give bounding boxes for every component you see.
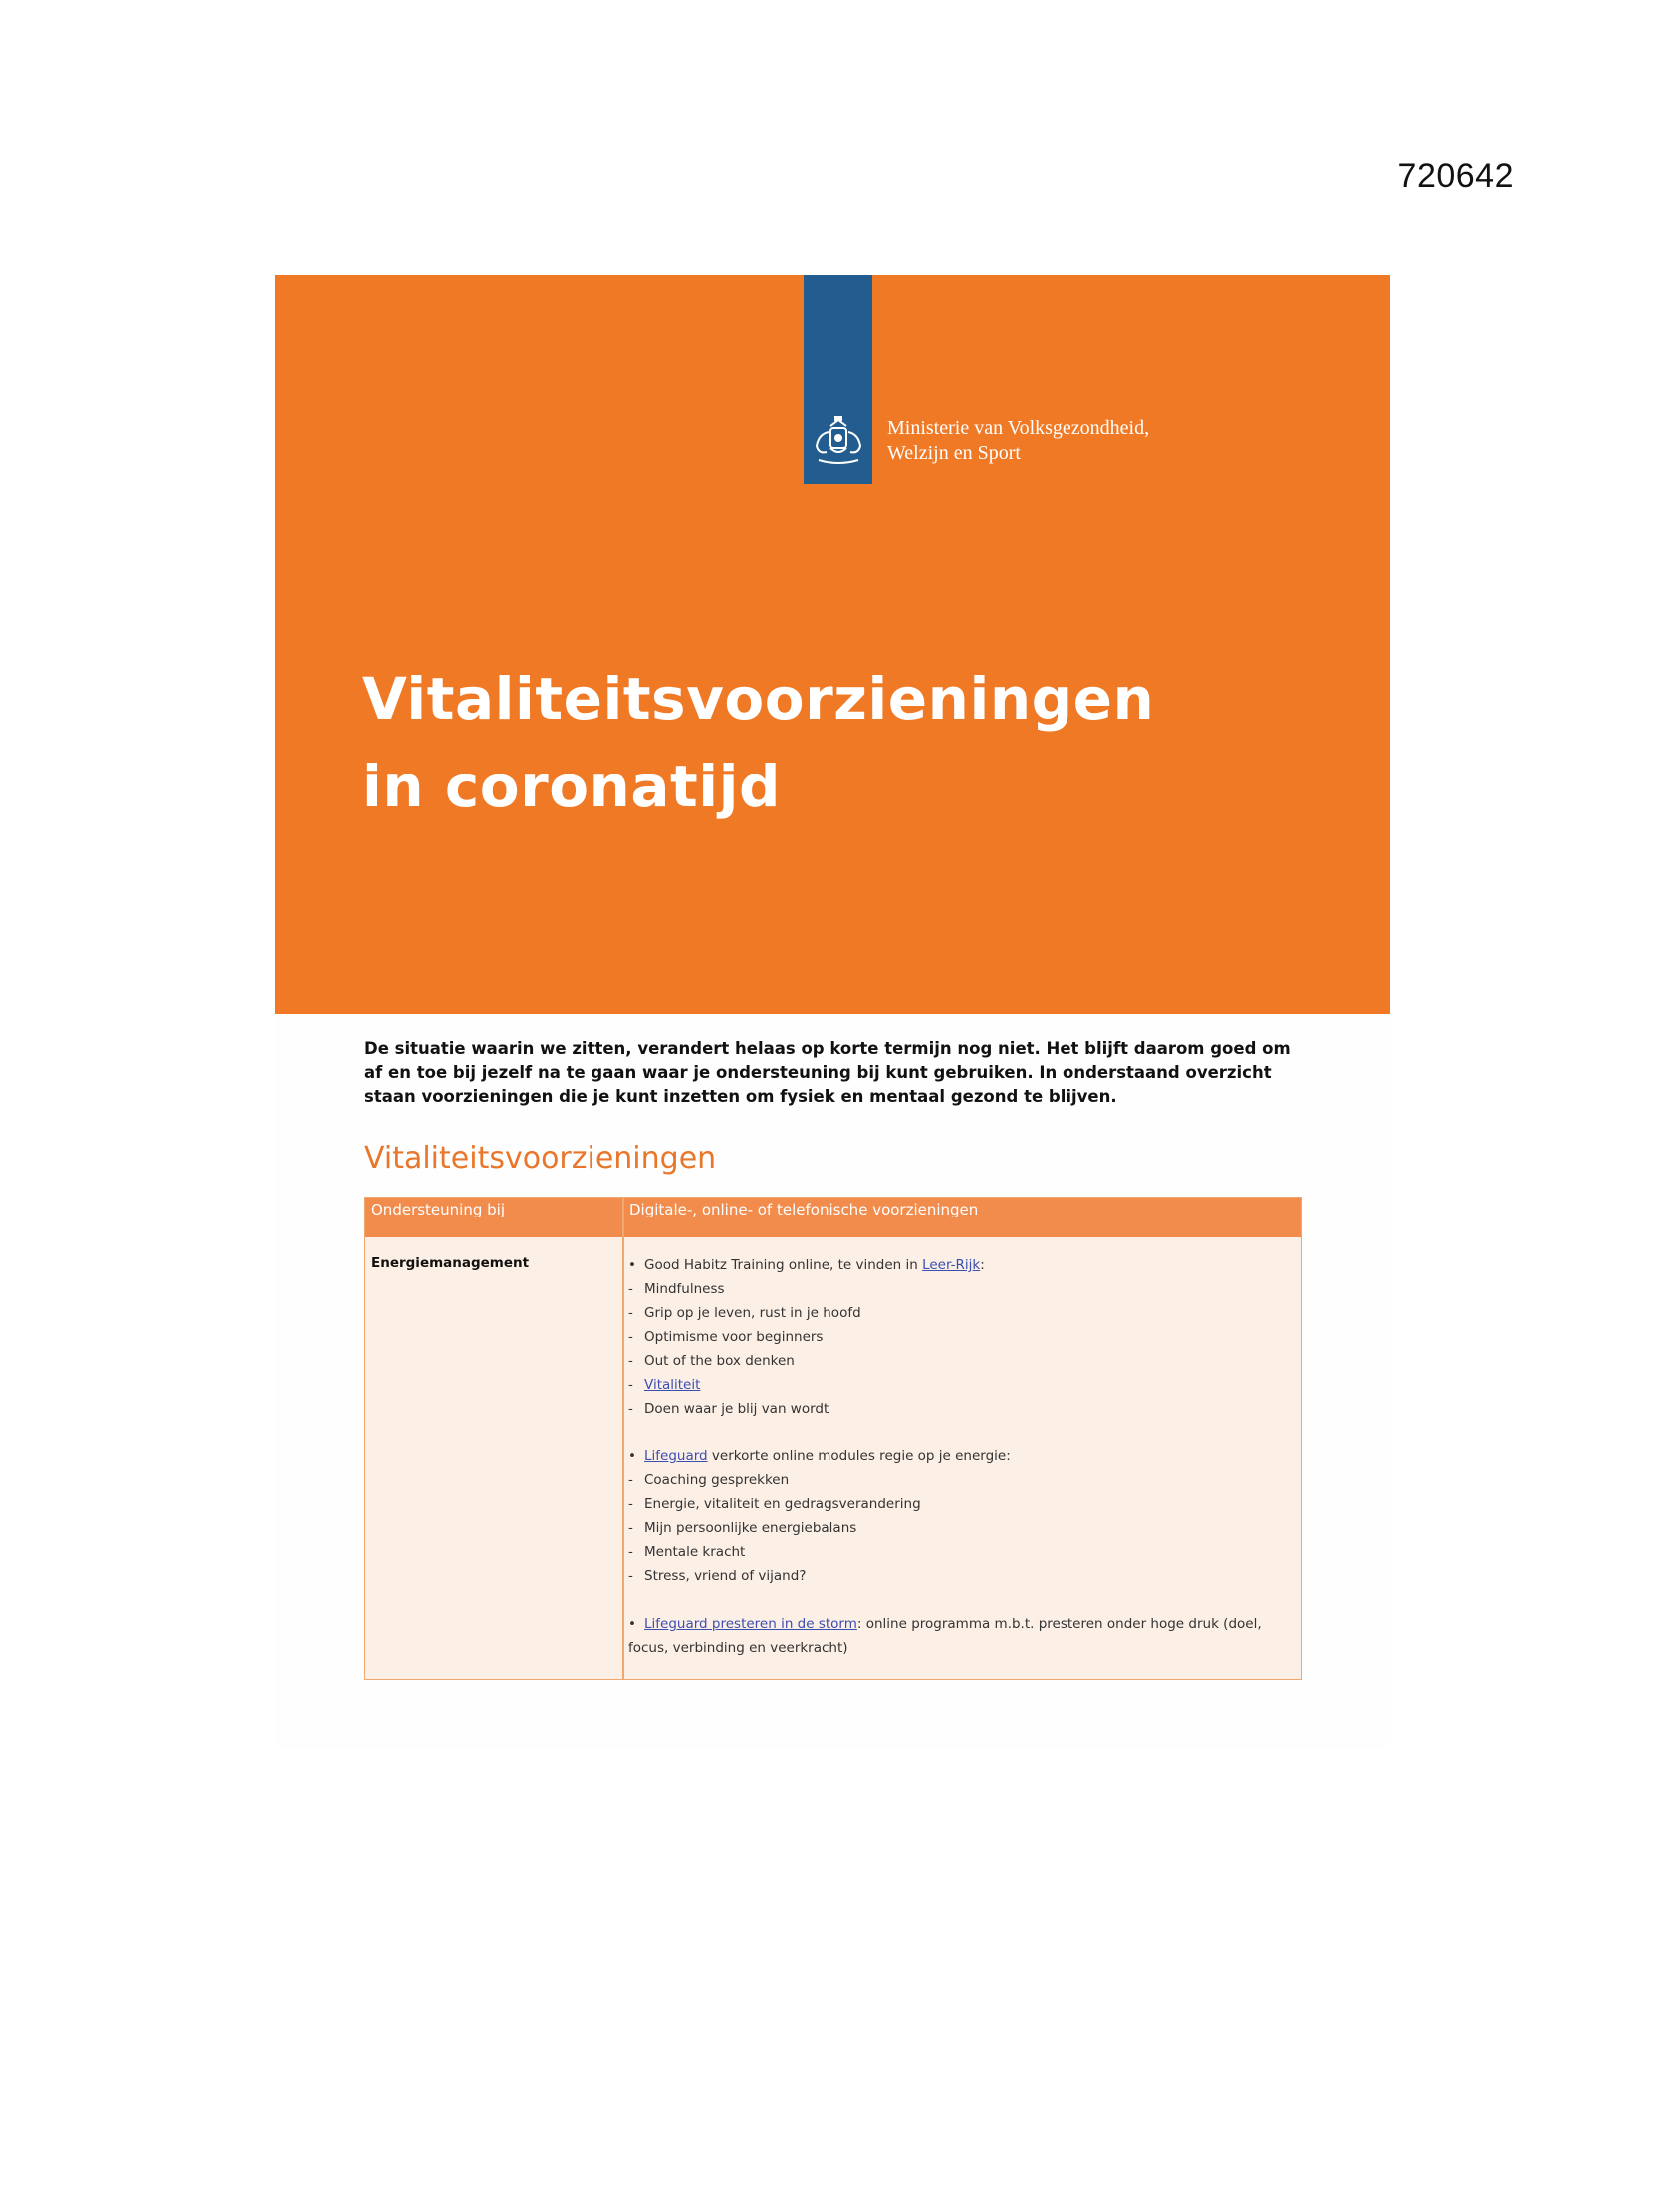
vitaliteit-link[interactable]: Vitaliteit <box>644 1377 701 1393</box>
page-title <box>362 655 1154 830</box>
section-heading: Vitaliteitsvoorzieningen <box>364 1141 717 1176</box>
provisions-table <box>364 1197 1302 1680</box>
provisions-cell <box>628 1253 1286 1659</box>
column-header-provisions: Digitale-, online- of telefonische voorzieningen <box>629 1201 979 1218</box>
list-item: • Good Habitz Training online, te vinden in Leer-Rijk: <box>628 1257 985 1273</box>
leer-rijk-link[interactable]: Leer-Rijk <box>922 1257 981 1273</box>
column-header-support: Ondersteuning bij <box>371 1201 505 1218</box>
ministry-line-1: Ministerie van Volksgezondheid, <box>887 417 1150 439</box>
list-item: - Energie, vitaliteit en gedragsverandering <box>628 1496 921 1512</box>
title-line-1: Vitaliteitsvoorzieningen <box>362 665 1155 733</box>
list-item: • Lifeguard presteren in de storm: online programma m.b.t. presteren onder hoge druk (doel, focus, verbinding en veerkracht) <box>628 1616 1262 1656</box>
list-item: - Stress, vriend of vijand? <box>628 1568 807 1584</box>
lifeguard-link[interactable]: Lifeguard <box>644 1448 708 1464</box>
list-item: - Mindfulness <box>628 1281 725 1297</box>
intro-paragraph: De situatie waarin we zitten, verandert helaas op korte termijn nog niet. Het blijft daarom goed om af en toe bij jezelf na te gaan waar je ondersteuning bij kunt gebruiken. In onderstaand overzicht staan voorzieningen die je kunt inzetten om fysiek en mentaal gezond te blijven. <box>364 1039 1291 1106</box>
cover-banner <box>275 275 1390 1014</box>
coat-of-arms-icon <box>809 412 868 470</box>
list-item: - Optimisme voor beginners <box>628 1329 824 1345</box>
list-item: - Doen waar je blij van wordt <box>628 1401 830 1417</box>
list-item: - Vitaliteit <box>628 1377 701 1393</box>
lifeguard-storm-link[interactable]: Lifeguard presteren in de storm <box>644 1616 857 1632</box>
government-ribbon <box>804 275 872 484</box>
list-item: - Mentale kracht <box>628 1544 746 1560</box>
list-item: - Out of the box denken <box>628 1353 795 1369</box>
column-divider <box>622 1198 624 1679</box>
ministry-line-2: Welzijn en Sport <box>887 442 1021 464</box>
list-item: - Coaching gesprekken <box>628 1472 790 1488</box>
title-line-2: in coronatijd <box>362 753 781 820</box>
ministry-name <box>887 416 1149 466</box>
list-item: • Lifeguard verkorte online modules regie op je energie: <box>628 1448 1011 1464</box>
document-page <box>275 275 1390 1748</box>
document-number: 720642 <box>1397 157 1514 195</box>
row-topic: Energiemanagement <box>371 1255 530 1271</box>
list-item: - Mijn persoonlijke energiebalans <box>628 1520 857 1536</box>
list-item: - Grip op je leven, rust in je hoofd <box>628 1305 861 1321</box>
table-header <box>365 1198 1301 1237</box>
